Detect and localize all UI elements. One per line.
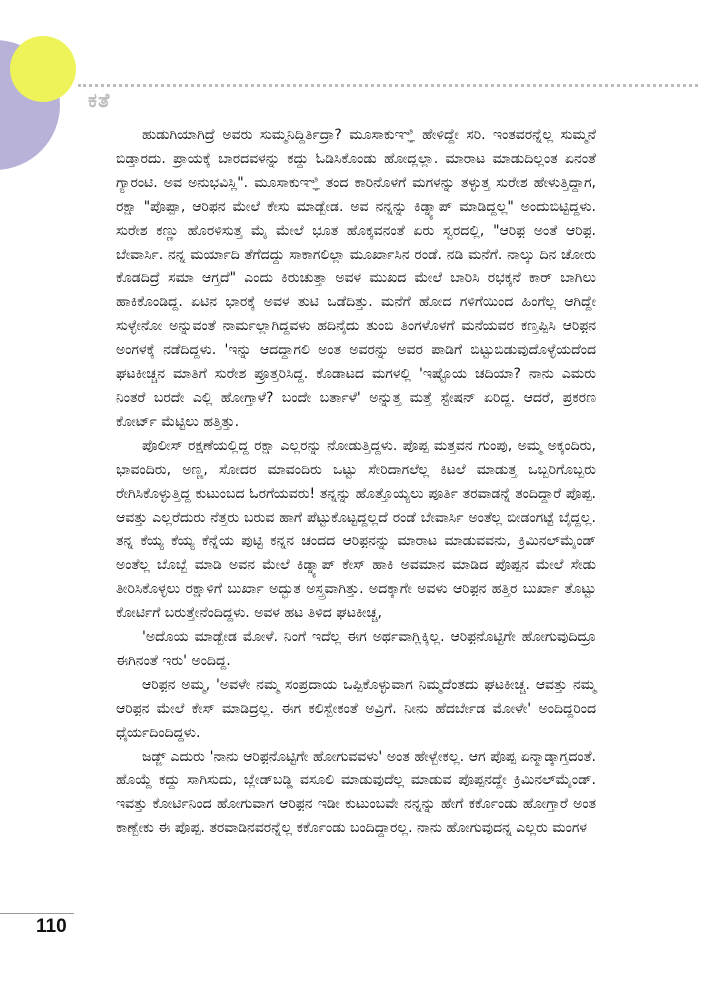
paragraph: ಆರಿಫ಼ನ ಅಮ್ಮ, 'ಅವಳೇ ನಮ್ಮ ಸಂಪ್ರದಾಯ ಒಪ್ಪಿಕೊಳ್ಳುವಾಗ ನಿಮ್ಮದೆಂತದು ಘಟಕೀಚ್ಚ. ಆವತ್ತು ನಮ್ಮ ಆರಿಫ಼ನ ಮೇಲೆ ಕೇಸ್ ಮಾಡಿದ್ರಲ್ಲ. ಈಗ ಕಲಿಸ್ಬೇಕಂತೆ ಅವ್ರಿಗೆ. ನೀನು ಹೆದರ್ಬೇಡ ಮೋಳೇ' ಅಂದಿದ್ದರಿಂದ ಧೈರ್ಯದಿಂದಿದ್ದಳು. (116, 676, 596, 741)
paragraph: ಪೊಲೀಸ್ ರಕ್ಷಣೆಯಲ್ಲಿದ್ದ ರಕ್ಷಾ ಎಲ್ಲರನ್ನು ನೋಡುತ್ತಿದ್ದಳು. ಪೊಪ್ಪ ಮತ್ತವನ ಗುಂಪು, ಅಮ್ಮ ಅಕ್ಕಂದಿರು, ಭಾವಂದಿರು, ಅಣ್ಣ, ಸೋದರ ಮಾವಂದಿರು ಒಟ್ಟು ಸೇರಿದಾಗಲೆಲ್ಲ ಕಿಟಲೆ ಮಾಡುತ್ತ ಒಬ್ಬರಿಗೊಬ್ಬರು ರೇಗಿಸಿಕೊಳ್ಳುತ್ತಿದ್ದ ಕುಟುಂಬದ ಓರಗೆಯವರು! ತನ್ನನ್ನು ಹೊತ್ತೊಯ್ಯಲು ಪೂರ್ತಿ ತರವಾಡನ್ನೆ ತಂದಿದ್ದಾರೆ ಪೊಪ್ಪ. ಆವತ್ತು ಎಲ್ಲರೆದುರು ನೆತ್ತರು ಬರುವ ಹಾಗೆ ಪೆಟ್ಟುಕೊಟ್ಟದ್ದಲ್ಲದೆ ರಂಡೆ ಬೇವಾರ್ಸಿ ಅಂತೆಲ್ಲ ಬೀಡಂಗಟ್ಟೆ ಬೈದ್ದಲ್ಲ. ತನ್ನ ಕೆಯ್ಯ ಕೆಯ್ಯ ಕೆನ್ನೆಯ ಪುಟ್ಟಿ ಕನ್ನನ ಚಂದದ ಆರಿಫ಼ನನ್ನು ಮಾರಾಟ ಮಾಡುವವನು, ಕ್ರಿಮಿನಲ್‌ಮೈಂಡ್ ಅಂತೆಲ್ಲ ಬೊಬ್ಬೆ ಮಾಡಿ ಅವನ ಮೇಲೆ ಕಿಡ್ನ್ಯಾಪ್ ಕೇಸ್ ಹಾಕಿ ಅವಮಾನ ಮಾಡಿದ ಪೊಪ್ಪನ ಮೇಲೆ ಸೇಡು ತೀರಿಸಿಕೊಳ್ಳಲು ರಕ್ಷಾಳಿಗೆ ಬುರ್ಖಾ ಅದ್ಭುತ ಅಸ್ತ್ರವಾಗಿತ್ತು. ಅದಕ್ಕಾಗೇ ಅವಳು ಆರಿಫ಼ನ ಹತ್ತಿರ ಬುರ್ಖಾ ತೊಟ್ಟು ಕೋರ್ಟಿಗೆ ಬರುತ್ತೇನೆಂದಿದ್ದಳು. ಅವಳ ಹಟ ತಿಳಿದ ಘಟಕೀಚ್ಚ, (116, 437, 596, 622)
footer-rule (0, 913, 74, 914)
decorative-yellow-circle (10, 36, 76, 102)
section-tag: ಕತೆ (88, 88, 111, 112)
story-body (116, 124, 596, 841)
paragraph: 'ಅದೊಯ ಮಾಡ್ಬೇಡ ಮೋಳೆ. ನಿಂಗೆ ಇದೆಲ್ಲ ಈಗ ಅರ್ಥವಾಗ್ಲಿಕ್ಕಿಲ್ಲ. ಆರಿಫ಼ನೊಟ್ಟಿಗೇ ಹೋಗುವುದಿದ್ರೂ ಈಗಿನಂತೆ ಇರು' ಅಂದಿದ್ದ. (116, 629, 596, 669)
paragraph: ಹುಡುಗಿಯಾಗಿದ್ರೆ ಅವರು ಸುಮ್ಮನಿದ್ದಿರ್ತಿದ್ರಾ? ಮೂಸಾಕುಞ್ಞಿ ಹೇಳಿದ್ದೇ ಸರಿ. ಇಂತವರನ್ನೆಲ್ಲ ಸುಮ್ಮನೆ ಬಿಡ್ತಾರದು. ಪ್ರಾಯಕ್ಕೆ ಬಾರದವಳನ್ನು ಕದ್ದು ಓಡಿಸಿಕೊಂಡು ಹೋದ್ಲಲ್ಲಾ. ಮಾರಾಟ ಮಾಡುದಿಲ್ಲಂತ ಏನಂತೆ ಗ್ಯಾರಂಟಿ. ಅವ ಅನುಭವಿಸ್ಲಿ". ಮೂಸಾಕುಞ್ಞಿ ತಂದ ಕಾರಿನೊಳಗೆ ಮಗಳನ್ನು ತಳ್ಳುತ್ತ ಸುರೇಶ ಹೇಳುತ್ತಿದ್ದಾಗ, ರಕ್ಷಾ "ಪೊಪ್ಪಾ, ಆರಿಫನ ಮೇಲೆ ಕೇಸು ಮಾಡ್ಬೇಡ. ಅವ ನನ್ನನ್ನು ಕಿಡ್ನ್ಯಾಪ್ ಮಾಡಿದ್ದಲ್ಲ" ಅಂದುಬಿಟ್ಟಿದ್ದಳು. ಸುರೇಶ ಕಣ್ಣು ಹೊರಳಿಸುತ್ತ ಮೈ ಮೇಲೆ ಭೂತ ಹೊಕ್ಕವನಂತೆ ಏರು ಸ್ವರದಲ್ಲಿ, "ಆರಿಫ಼ ಅಂತೆ ಆರಿಫ಼. ಬೇವಾರ್ಸಿ. ನನ್ನ ಮರ್ಯಾದಿ ತೆಗೆದದ್ದು ಸಾಕಾಗಲಿಲ್ಲಾ ಮೂರ್ಖಾಸಿನ ರಂಡೆ. ನಡಿ ಮನೆಗೆ. ನಾಲ್ಕು ದಿನ ಚೋರು ಕೊಡದಿದ್ರೆ ಸಮಾ ಆಗ್ತದೆ" ಎಂದು ಕಿರುಚುತ್ತಾ ಅವಳ ಮುಖದ ಮೇಲೆ ಬಾರಿಸಿ ರಭಕ್ಕನೆ ಕಾರ್ ಬಾಗಿಲು ಹಾಕಿಕೊಂಡಿದ್ದ. ಏಟಿನ ಭಾರಕ್ಕೆ ಅವಳ ತುಟಿ ಒಡೆದಿತ್ತು. ಮನೆಗೆ ಹೋದ ಗಳಿಗೆಯಿಂದ ಹಿಂಗೆಲ್ಲ ಆಗಿದ್ದೇ ಸುಳ್ಳೇನೋ ಅನ್ನುವಂತೆ ನಾರ್ಮಲ್ಲಾಗಿದ್ದವಳು ಹದಿನೈದು ತುಂಬಿ ತಿಂಗಳೊಳಗೆ ಮನೆಯವರ ಕಣ್ತಪ್ಪಿಸಿ ಆರಿಫ಼ನ ಅಂಗಳಕ್ಕೆ ನಡೆದಿದ್ದಳು. 'ಇನ್ನು ಆದದ್ದಾಗಲಿ ಅಂತ ಅವರನ್ನು ಅವರ ಪಾಡಿಗೆ ಬಿಟ್ಟುಬಿಡುವುದೊಳ್ಳೆಯದೆಂದ ಘಟಕೀಚ್ಚನ ಮಾತಿಗೆ ಸುರೇಶ ಪ್ರೂತ್ತರಿಸಿದ್ದ. ಕೊಡಾಟದ ಮಗಳಲ್ಲಿ 'ಇಷ್ಟೊಯ ಚದಿಯಾ? ನಾನು ಎಮರು ನಿಂತರೆ ಬರದೇ ಎಲ್ಲಿ ಹೋಗ್ತಾಳೆ? ಬಂದೇ ಬರ್ತಾಳೆ' ಅನ್ನುತ್ತ ಮತ್ತೆ ಸ್ಟೇಷನ್ ಏರಿದ್ದ. ಆದರೆ, ಪ್ರಕರಣ ಕೋರ್ಟ್ ಮೆಟ್ಟಿಲು ಹತ್ತಿತ್ತು. (116, 127, 596, 430)
page-number: 110 (36, 916, 67, 937)
header-dotted-rule (78, 84, 698, 87)
paragraph: ಜಡ್ಜ್ ಎದುರು 'ನಾನು ಆರಿಫ಼ನೊಟ್ಟಿಗೇ ಹೋಗುವವಳು' ಅಂತ ಹೇಳ್ಬೇಕಲ್ಲ. ಆಗ ಪೊಪ್ಪ ಏನ್ಮಾಡ್ಕಾಗ್ತದಂತೆ. ಹೊಯ್ದೆ ಕದ್ದು ಸಾಗಿಸುದು, ಬ್ಲೇಡ್‌ಬಡ್ಡಿ ವಸೂಲಿ ಮಾಡುವುದೆಲ್ಲ ಮಾಡುವ ಪೊಪ್ಪನದ್ದೇ ಕ್ರಿಮಿನಲ್‌ಮೈಂಡ್. ಇವತ್ತು ಕೋರ್ಟಿನಿಂದ ಹೋಗುವಾಗ ಆರಿಫ಼ನ ಇಡೀ ಕುಟುಂಬವೇ ನನ್ನನ್ನು ಹೇಗೆ ಕರ್ಕೊಂಡು ಹೋಗ್ತಾರೆ ಅಂತ ಕಾಣ್ಬೇಕು ಈ ಪೊಪ್ಪ. ತರವಾಡಿನವರನ್ನೆಲ್ಲ ಕರ್ಕೊಂಡು ಬಂದಿದ್ದಾರಲ್ಲ. ನಾನು ಹೋಗುವುದನ್ನ ಎಲ್ಲರು ಮಂಗಳ (116, 748, 596, 837)
